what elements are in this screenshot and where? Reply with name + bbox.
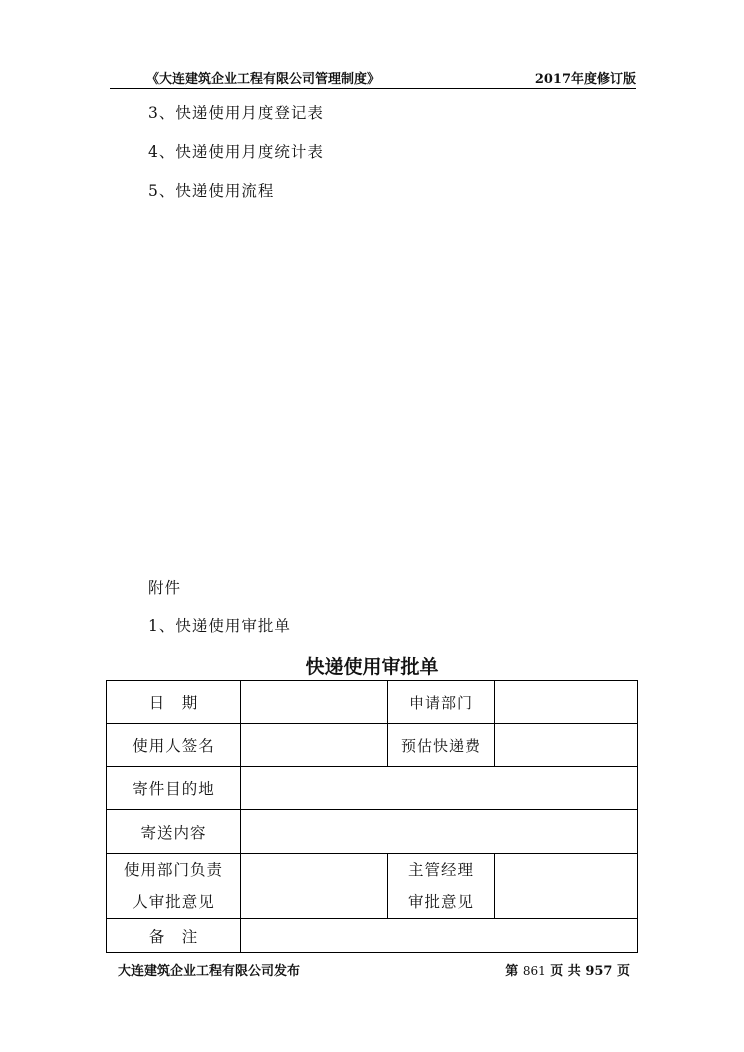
remark-label: 备 注 <box>107 919 241 953</box>
page-suffix: 页 <box>616 964 630 979</box>
form-title: 快递使用审批单 <box>305 656 439 678</box>
remark-value-cell[interactable] <box>241 919 638 953</box>
approval-form-table <box>106 680 638 953</box>
signer-label: 使用人签名 <box>107 724 241 767</box>
department-head-approval-line1: 使用部门负责 <box>123 861 223 879</box>
department-label: 申请部门 <box>388 681 495 724</box>
content-label: 寄送内容 <box>107 810 241 854</box>
destination-value-cell[interactable] <box>241 767 638 810</box>
header-edition: 2017年度修订版 <box>534 72 636 87</box>
department-head-approval-cell[interactable] <box>241 854 388 919</box>
content-value-cell[interactable] <box>241 810 638 854</box>
manager-approval-label <box>388 854 495 919</box>
department-head-approval-label <box>107 854 241 919</box>
header-document-title: 《大连建筑企业工程有限公司管理制度》 <box>146 72 381 87</box>
date-value-cell[interactable] <box>241 681 388 724</box>
estimated-fee-value-cell[interactable] <box>495 724 638 767</box>
manager-approval-cell[interactable] <box>495 854 638 919</box>
department-value-cell[interactable] <box>495 681 638 724</box>
manager-approval-line2: 审批意见 <box>407 893 474 911</box>
list-item: 3、快递使用月度登记表 <box>148 104 324 122</box>
page-number: 861 <box>522 964 546 978</box>
footer-page-info <box>505 960 630 979</box>
page-header <box>110 66 636 89</box>
date-label: 日 期 <box>107 681 241 724</box>
list-item: 5、快递使用流程 <box>148 182 275 200</box>
signer-value-cell[interactable] <box>241 724 388 767</box>
total-pages: 957 <box>585 964 613 979</box>
page-mid: 页 共 <box>550 964 581 979</box>
footer-publisher: 大连建筑企业工程有限公司发布 <box>118 964 301 979</box>
estimated-fee-label: 预估快递费 <box>388 724 495 767</box>
attachment-heading: 附件 <box>148 579 182 597</box>
attachment-item: 1、快递使用审批单 <box>148 617 291 635</box>
page-prefix: 第 <box>505 964 519 979</box>
department-head-approval-line2: 人审批意见 <box>132 893 215 911</box>
destination-label: 寄件目的地 <box>107 767 241 810</box>
manager-approval-line1: 主管经理 <box>407 861 474 879</box>
list-item: 4、快递使用月度统计表 <box>148 143 324 161</box>
